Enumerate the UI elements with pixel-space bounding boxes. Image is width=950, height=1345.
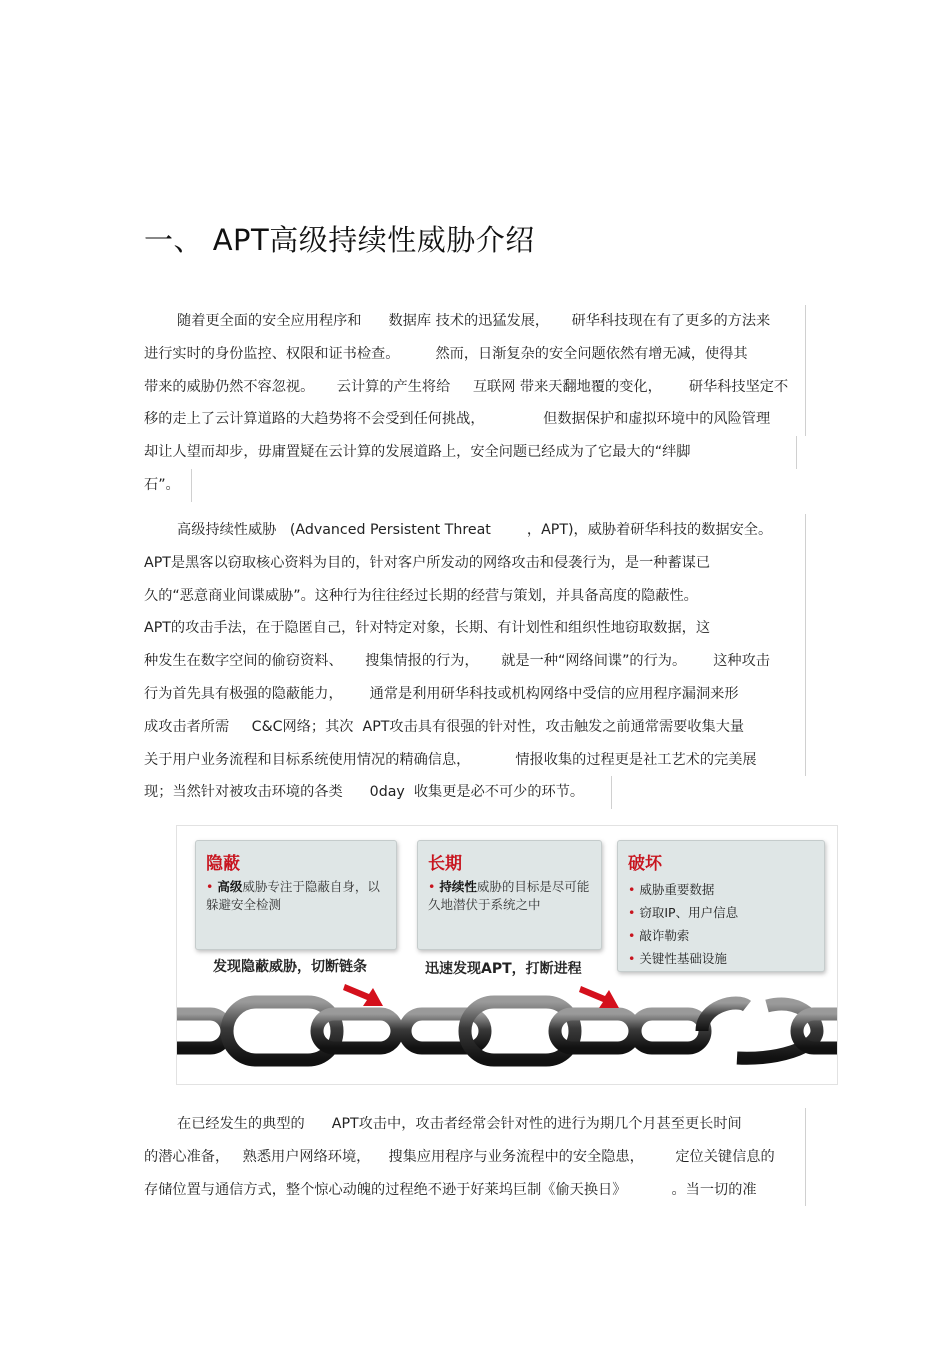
text-line: APT是黑客以窃取核心资料为目的，针对客户所发动的网络攻击和侵袭行为，是一种蓄谋已 <box>144 547 806 580</box>
list-item <box>628 924 814 947</box>
text-line: 带来的威胁仍然不容忽视。 云计算的产生将给 互联网 带来天翻地覆的变化， 研华科技坚定不 <box>144 371 806 404</box>
card-text-bold: 持续性 <box>439 879 477 894</box>
text-line: 却让人望而却步，毋庸置疑在云计算的发展道路上，安全问题已经成为了它最大的“绊脚 <box>144 436 797 469</box>
bullet-icon: • <box>206 879 214 894</box>
figure-caption-interrupt: 迅速发现APT，打断进程 <box>425 961 582 977</box>
paragraph-cloud-security <box>144 305 806 502</box>
paragraph-apt-preparation <box>144 1108 806 1206</box>
text-line: 随着更全面的安全应用程序和 数据库 技术的迅猛发展， 研华科技现在有了更多的方法来 <box>144 305 806 338</box>
card-text <box>428 878 591 914</box>
bullet-icon: • <box>628 928 636 943</box>
list-item-text: 威胁重要数据 <box>639 882 715 897</box>
figure-caption-cut-chain: 发现隐蔽威胁，切断链条 <box>213 959 367 975</box>
figure-card-destruction <box>617 840 825 972</box>
text-line: APT的攻击手法，在于隐匿自己，针对特定对象，长期、有计划性和组织性地窃取数据，这 <box>144 612 806 645</box>
figure-card-stealth <box>195 840 397 950</box>
list-item <box>628 901 814 924</box>
chain-segment-3-broken-icon <box>635 1003 838 1058</box>
bullet-icon: • <box>628 951 636 966</box>
chain-segment-2-icon <box>405 1002 635 1060</box>
text-line: 石”。 <box>144 469 192 502</box>
list-item <box>628 878 814 901</box>
text-line: 进行实时的身份监控、权限和证书检查。 然而，日渐复杂的安全问题依然有增无减，使得其 <box>144 338 806 371</box>
card-title: 破坏 <box>628 854 662 874</box>
text-line: 关于用户业务流程和目标系统使用情况的精确信息， 情报收集的过程更是社工艺术的完美展 <box>144 744 806 777</box>
text-line: 现；当然针对被攻击环境的各类 0day 收集更是必不可少的环节。 <box>144 776 612 809</box>
text-line: 存储位置与通信方式，整个惊心动魄的过程绝不逊于好莱坞巨制《偷天换日》 。当一切的准 <box>144 1174 806 1207</box>
figure-card-persistence <box>417 840 602 950</box>
chain-segment-1-icon <box>177 1002 397 1060</box>
list-item-text: 关键性基础设施 <box>639 951 727 966</box>
list-item-text: 敲诈勒索 <box>639 928 690 943</box>
card-text-body: 威胁的目标是尽可能久地潜伏于系统之中 <box>428 879 590 912</box>
card-text <box>206 878 386 914</box>
text-line: 高级持续性威胁 (Advanced Persistent Threat ，APT)，威胁着研华科技的数据安全。 <box>144 514 806 547</box>
card-title: 长期 <box>428 854 462 874</box>
text-line: 种发生在数字空间的偷窃资料、 搜集情报的行为， 就是一种“网络间谍”的行为。 这种攻击 <box>144 645 806 678</box>
apt-chain-figure <box>176 825 838 1085</box>
text-line: 成攻击者所需 C&C网络；其次 APT攻击具有很强的针对性，攻击触发之前通常需要收集大量 <box>144 711 806 744</box>
card-text-bold: 高级 <box>217 879 243 894</box>
section-heading: 一、 APT高级持续性威胁介绍 <box>144 223 535 257</box>
bullet-icon: • <box>428 879 436 894</box>
paragraph-apt-definition <box>144 514 806 809</box>
card-text-body: 威胁专注于隐蔽自身，以躲避安全检测 <box>206 879 380 912</box>
list-item <box>628 947 814 970</box>
list-item-text: 窃取IP、用户信息 <box>639 905 739 920</box>
card-title: 隐蔽 <box>206 854 240 874</box>
text-line: 在已经发生的典型的 APT攻击中，攻击者经常会针对性的进行为期几个月甚至更长时间 <box>144 1108 806 1141</box>
text-line: 久的“恶意商业间谍威胁”。这种行为往往经过长期的经营与策划，并具备高度的隐蔽性。 <box>144 580 806 613</box>
card-list <box>628 878 814 970</box>
chain-illustration <box>177 976 838 1085</box>
bullet-icon: • <box>628 882 636 897</box>
bullet-icon: • <box>628 905 636 920</box>
text-line: 行为首先具有极强的隐蔽能力， 通常是利用研华科技或机构网络中受信的应用程序漏洞来形 <box>144 678 806 711</box>
text-line: 的潜心准备， 熟悉用户网络环境， 搜集应用程序与业务流程中的安全隐患， 定位关键信息的 <box>144 1141 806 1174</box>
text-line: 移的走上了云计算道路的大趋势将不会受到任何挑战， 但数据保护和虚拟环境中的风险管理 <box>144 403 806 436</box>
